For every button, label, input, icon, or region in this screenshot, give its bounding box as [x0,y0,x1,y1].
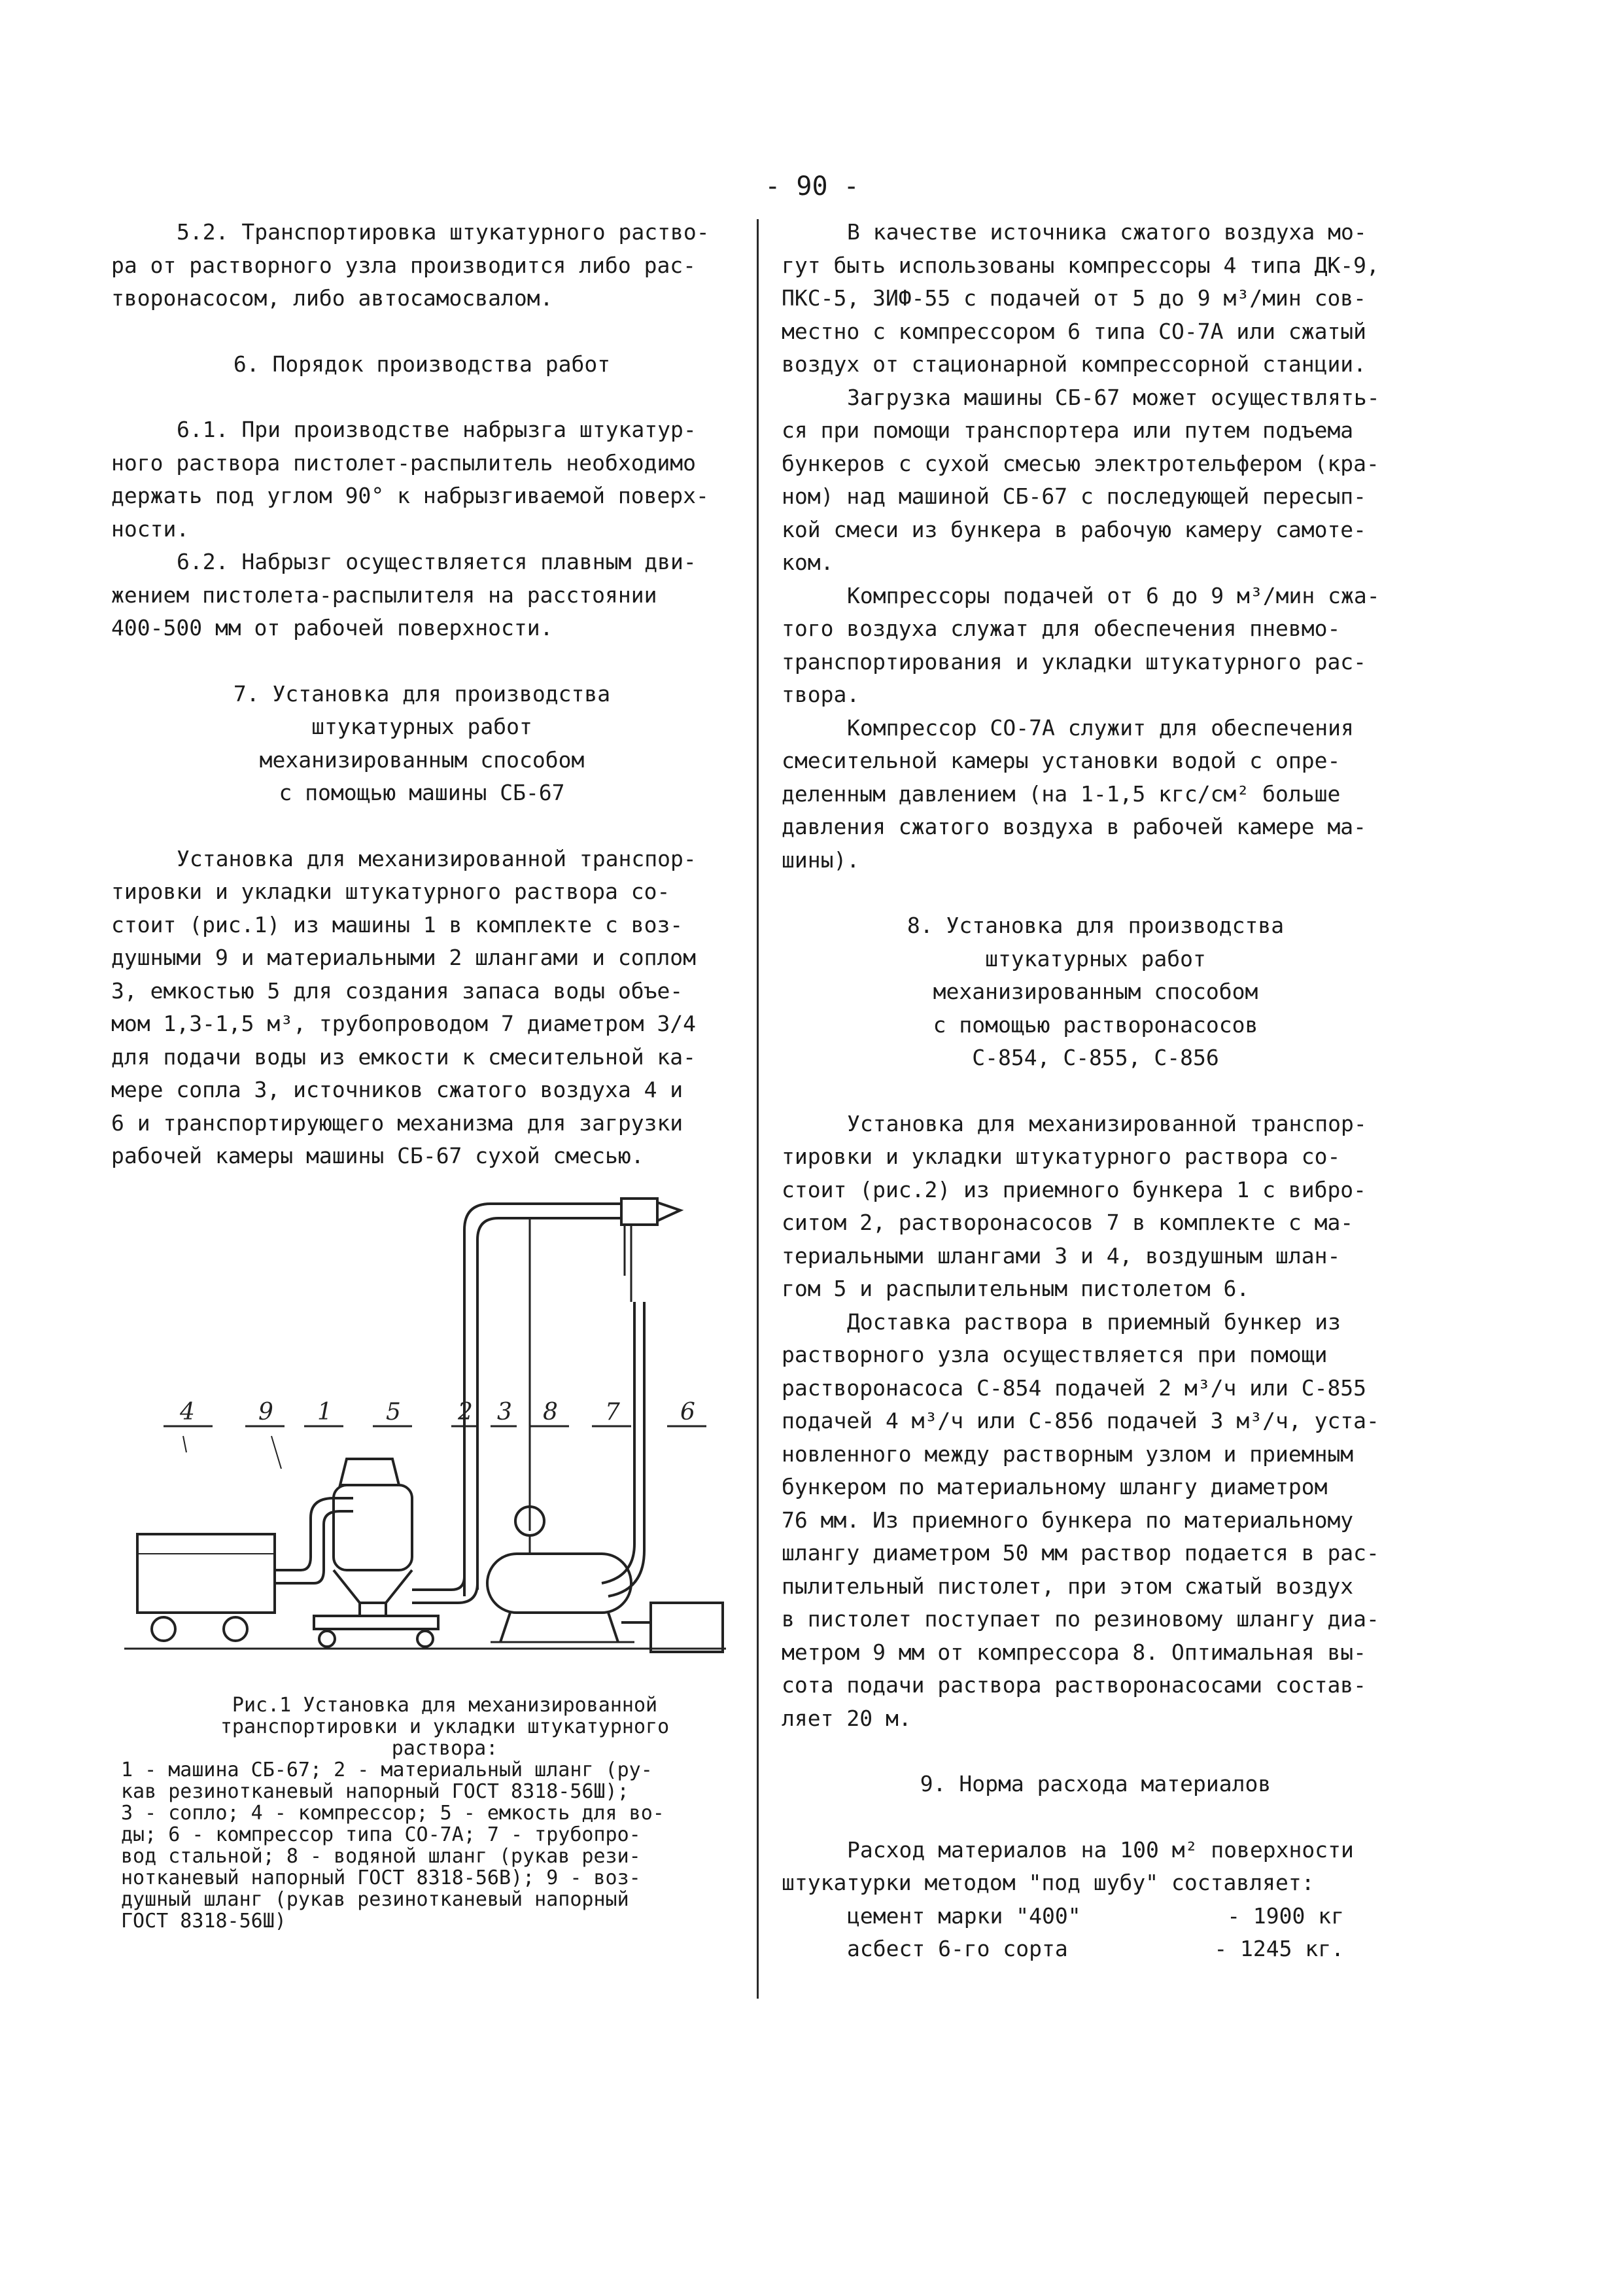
figure-label-5: 5 [386,1399,401,1426]
paragraph-5-2: 5.2. Транспортировка штукатурного раство- ра от растворного узла производится либо рас- творонасосом, либо автосамосвалом. [111,219,710,311]
section-heading-8: 8. Установка для производства штукатурных работ механизированным способом с помощью растворонасосов С-854, С-855, С-856 [907,913,1285,1070]
paragraph-6-1: 6.1. При производстве набрызга штукатур- ного раствора пистолет-распылитель необходимо держать под углом 90° к набрызгиваемой поверх- ности. [111,417,709,542]
figure-label-2: 2 [458,1399,473,1426]
figure-label-7: 7 [605,1399,620,1426]
right-column [782,216,1409,1966]
figure-label-1: 1 [317,1399,332,1426]
figure-label-8: 8 [543,1399,558,1426]
section-heading-7: 7. Установка для производства штукатурных работ механизированным способом с помощью машины СБ-67 [233,680,611,805]
material-value: - 1900 кг [1227,1902,1344,1929]
page-number: - 90 - [765,171,859,201]
column-divider [757,219,759,1999]
table-row [782,1933,1357,1966]
materials-table [782,1900,1357,1966]
paragraph-6-2: 6.2. Набрызг осуществляется плавным дви- жением пистолета-распылителя на расстоянии 400-500 мм от рабочей поверхности. [111,549,697,640]
caption-legend: 1 - машина СБ-67; 2 - материальный шланг (ру- кав резинотканевый напорный ГОСТ 8318-56Ш); 3 - сопло; 4 - компрессор; 5 - емкость для во- ды; 6 - компрессор типа СО-7А; 7 - трубопро- вод стальной; 8 - водяной шланг (рукав рези- нотканевый напорный ГОСТ 8318-56В); 9 - воз- душный шланг (рукав резинотканевый напорный ГОСТ 8318-56Ш) [121,1759,665,1933]
paragraph-8-delivery: Доставка раствора в приемный бункер из растворного узла осуществляется при помощи растворонасоса С-854 подачей 2 м³/ч или С-855 подачей 4 м³/ч или С-856 подачей 3 м³/ч, уста- новленного между растворным узлом и приемным бункером по материальному шлангу диаметром 76 мм. Из приемного бункера по материальному шлангу диаметром 50 мм раствор подается в рас- пылительный пистолет, при этом сжатый воздух в пистолет поступает по резиновому шлангу диа- метром 9 мм от компрессора 8. Оптимальная вы- сота подачи раствора растворонасосами состав- ляет 20 м. [782,1308,1379,1731]
material-name: цемент марки "400" [847,1902,1081,1929]
paragraph-machine-loading: Загрузка машины СБ-67 может осуществлять- ся при помощи транспортера или путем подъема бункеров с сухой смесью электротельфером (кра- ном) над машиной СБ-67 с последующей пересып- кой смеси из бункера в рабочую камеру самоте- ком. [782,384,1380,575]
paragraph-compressors-capacity: Компрессоры подачей от 6 до 9 м³/мин сжа- того воздуха служат для обеспечения пневмо- транспортирования и укладки штукатурного рас- твора. [782,582,1380,707]
section-heading-6: 6. Порядок производства работ [233,351,611,377]
figure-1-caption [121,1694,729,1932]
material-value: - 1245 кг. [1214,1936,1344,1961]
section-heading-9: 9. Норма расхода материалов [920,1771,1271,1796]
caption-title: Рис.1 Установка для механизированной транспортировки и укладки штукатурного раствора: [220,1694,670,1760]
paragraph-material-consumption: Расход материалов на 100 м² поверхности штукатурки методом "под шубу" составляет: [782,1836,1354,1895]
paragraph-compressed-air-sources: В качестве источника сжатого воздуха мо- гут быть использованы компрессоры 4 типа ДК-9, ПКС-5, ЗИФ-55 с подачей от 5 до 9 м³/мин сов- местно с компрессором 6 типа СО-7А или сжатый воздух от стационарной компрессорной станции. [782,219,1379,377]
left-column [111,216,733,1173]
figure-1-diagram [124,1178,726,1688]
paragraph-7-1: Установка для механизированной транспор- тировки и укладки штукатурного раствора со- стоит (рис.1) из машины 1 в комплекте с воз- душными 9 и материальными 2 шлангами и соплом 3, емкостью 5 для создания запаса воды объе- мом 1,3-1,5 м³, трубопроводом 7 диаметром 3/4 для подачи воды из емкости к смесительной ка- мере сопла 3, источников сжатого воздуха 4 и 6 и транспортирующего механизма для загрузки рабочей камеры машины СБ-67 сухой смесью. [111,845,697,1168]
figure-label-9: 9 [258,1399,273,1426]
figure-label-6: 6 [680,1399,695,1426]
material-name: асбест 6-го сорта [847,1936,1068,1961]
paragraph-8-installation: Установка для механизированной транспор- тировки и укладки штукатурного раствора со- стоит (рис.2) из приемного бункера 1 с вибро- ситом 2, растворонасосов 7 в комплекте с ма- териальными шлангами 3 и 4, воздушным шлан- гом 5 и распылительным пистолетом 6. [782,1110,1367,1301]
table-row [782,1900,1357,1933]
figure-label-3: 3 [497,1399,512,1426]
figure-label-4: 4 [180,1399,195,1426]
paragraph-compressor-so-7a: Компрессор СО-7А служит для обеспечения смесительной камеры установки водой с опре- деленным давлением (на 1-1,5 кгс/см² больше давления сжатого воздуха в рабочей камере ма- шины). [782,714,1367,873]
